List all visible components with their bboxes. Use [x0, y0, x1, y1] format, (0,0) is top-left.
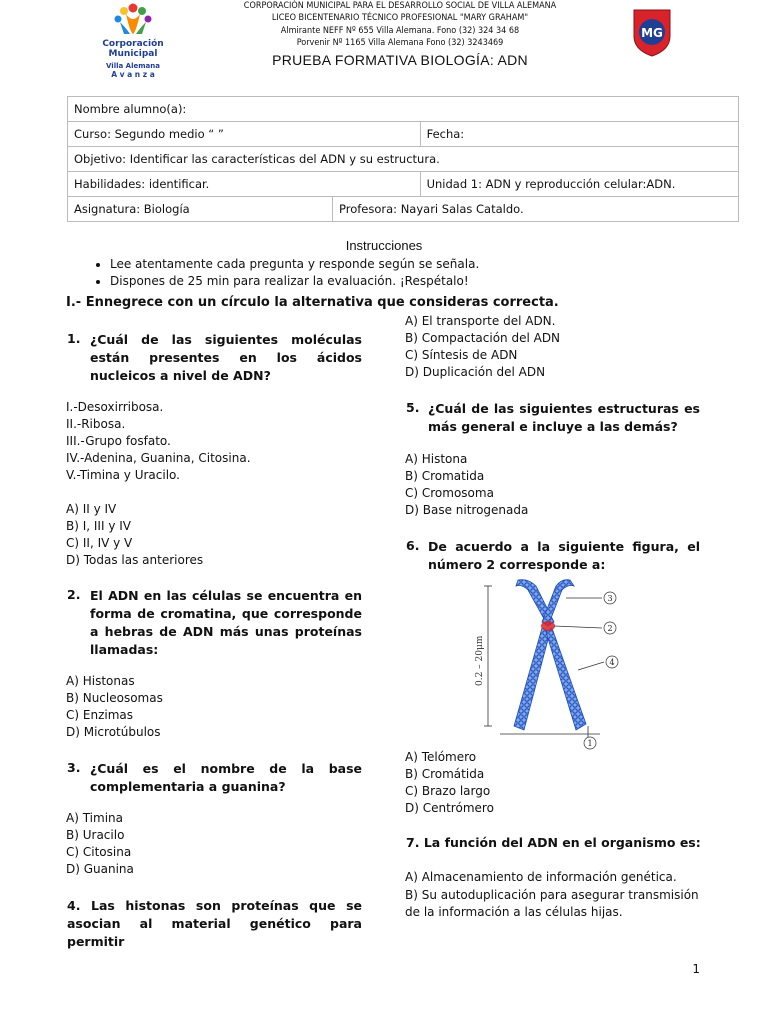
q7-heading — [406, 834, 706, 852]
header-line-4: Porvenir Nº 1165 Villa Alemana Fono (32) 3243469 — [296, 38, 504, 48]
svg-text:4: 4 — [609, 658, 615, 667]
logo-text-line1: Corporación — [102, 39, 164, 49]
liceo-emblem — [630, 6, 674, 58]
header-line-3: Almirante NEFF Nº 655 Villa Alemana. Fono (32) 324 34 68 — [280, 26, 520, 36]
q2-text: El ADN en las células se encuentra en forma de cromatina, que corresponde a hebras de ADN más unas proteínas llamadas: — [90, 588, 362, 657]
q5-option-d[interactable]: D) Base nitrogenada — [405, 503, 529, 517]
q4-option-a[interactable]: A) El transporte del ADN. — [405, 314, 556, 328]
q1-option-b[interactable]: B) I, III y IV — [66, 519, 131, 533]
q2-option-b[interactable]: B) Nucleosomas — [66, 691, 163, 705]
q1-item-3: III.-Grupo fosfato. — [66, 434, 171, 448]
q4-text-body: Las histonas son proteínas que se asocian al material genético para permitir — [67, 898, 362, 949]
instruction-item: • Lee atentamente cada pregunta y responde según se señala. — [110, 256, 479, 273]
figure-label-3 — [604, 592, 616, 604]
q3-text: ¿Cuál es el nombre de la base complementaria a guanina? — [90, 761, 362, 794]
q5-text: ¿Cuál de las siguientes estructuras es más general e incluye a las demás? — [428, 401, 700, 434]
q3-option-a[interactable]: A) Timina — [66, 811, 123, 825]
q3-number: 3. — [67, 760, 81, 775]
q1-option-a[interactable]: A) II y IV — [66, 502, 117, 516]
profesora-cell: Profesora: Nayari Salas Cataldo. — [333, 197, 739, 222]
q1-text: ¿Cuál de las siguientes moléculas están presentes en los ácidos nucleicos a nivel de ADN? — [90, 332, 362, 383]
chromosome-figure — [470, 576, 630, 752]
q2-option-a[interactable]: A) Histonas — [66, 674, 135, 688]
q5-option-c[interactable]: C) Cromosoma — [405, 486, 494, 500]
q4-option-b[interactable]: B) Compactación del ADN — [405, 331, 561, 345]
curso-field[interactable]: Curso: Segundo medio “ ” — [68, 122, 421, 147]
q5-option-a[interactable]: A) Histona — [405, 452, 468, 466]
svg-text:3: 3 — [607, 594, 613, 603]
q5-option-b[interactable]: B) Cromatida — [405, 469, 485, 483]
chromosome-illustration — [470, 576, 630, 752]
q1-item-5: V.-Timina y Uracilo. — [66, 468, 180, 482]
q6-option-a[interactable]: A) Telómero — [405, 750, 477, 764]
figure-label-2 — [604, 622, 616, 634]
instructions-list — [90, 256, 479, 290]
q6-option-c[interactable]: C) Brazo largo — [405, 784, 491, 798]
q4-option-c[interactable]: C) Síntesis de ADN — [405, 348, 518, 362]
q2-option-c[interactable]: C) Enzimas — [66, 708, 133, 722]
svg-text:1: 1 — [587, 739, 593, 748]
q6-option-d[interactable]: D) Centrómero — [405, 801, 494, 815]
q7-option-a[interactable]: A) Almacenamiento de información genética. — [405, 870, 677, 884]
q7-option-b[interactable]: B) Su autoduplicación para asegurar transmisión de la información a las células hijas. — [405, 888, 699, 919]
page-title: PRUEBA FORMATIVA BIOLOGÍA: ADN — [272, 52, 528, 68]
instruction-item: • Dispones de 25 min para realizar la evaluación. ¡Respétalo! — [110, 273, 479, 290]
header-line-2: LICEO BICENTENARIO TÉCNICO PROFESIONAL "MARY GRAHAM" — [271, 13, 529, 23]
q1-item-1: I.-Desoxirribosa. — [66, 400, 164, 414]
q1-item-4: IV.-Adenina, Guanina, Citosina. — [66, 451, 251, 465]
liceo-shield-icon — [630, 6, 674, 58]
q7-number: 7. — [406, 835, 420, 850]
q4-number: 4. — [67, 898, 81, 913]
asignatura-cell: Asignatura: Biología — [68, 197, 333, 222]
q3-option-b[interactable]: B) Uracilo — [66, 828, 125, 842]
svg-text:MG: MG — [641, 26, 663, 40]
habilidades-cell: Habilidades: identificar. — [68, 172, 421, 197]
objetivo-cell: Objetivo: Identificar las características del ADN y su estructura. — [68, 147, 739, 172]
q1-number: 1. — [67, 331, 81, 346]
q6-option-b[interactable]: B) Cromátida — [405, 767, 485, 781]
q4-text — [67, 897, 362, 951]
logo-text-line4: A v a n z a — [111, 70, 155, 79]
figure-label-1 — [584, 737, 596, 749]
q3-option-d[interactable]: D) Guanina — [66, 862, 134, 876]
header-line-1: CORPORACIÓN MUNICIPAL PARA EL DESARROLLO SOCIAL DE VILLA ALEMANA — [243, 1, 557, 11]
q5-number: 5. — [406, 400, 420, 415]
q1-item-2: II.-Ribosa. — [66, 417, 126, 431]
page-number: 1 — [692, 962, 700, 976]
q1-option-d[interactable]: D) Todas las anteriores — [66, 553, 204, 567]
figure-scale-label: 0.2 – 20μm — [475, 635, 485, 686]
unidad-cell: Unidad 1: ADN y reproducción celular:ADN. — [420, 172, 738, 197]
corporacion-logo-icon — [96, 0, 170, 36]
instructions-title: Instrucciones — [345, 238, 423, 253]
svg-text:2: 2 — [607, 624, 613, 633]
q2-number: 2. — [67, 587, 81, 602]
logo-text-line2: Municipal — [108, 49, 158, 59]
logo-text-line3: Villa Alemana — [106, 62, 160, 70]
q6-number: 6. — [406, 538, 420, 553]
section-heading: I.- Ennegrece con un círculo la alternativa que consideras correcta. — [66, 295, 559, 310]
q1-option-c[interactable]: C) II, IV y V — [66, 536, 133, 550]
nombre-field[interactable]: Nombre alumno(a): — [68, 97, 739, 122]
student-info-table — [67, 96, 739, 222]
q6-text: De acuerdo a la siguiente figura, el número 2 corresponde a: — [428, 539, 700, 572]
q7-text: La función del ADN en el organismo es: — [423, 835, 701, 850]
q2-option-d[interactable]: D) Microtúbulos — [66, 725, 161, 739]
q3-option-c[interactable]: C) Citosina — [66, 845, 132, 859]
q4-option-d[interactable]: D) Duplicación del ADN — [405, 365, 546, 379]
fecha-field[interactable]: Fecha: — [420, 122, 738, 147]
corporacion-logo — [96, 0, 170, 78]
figure-label-4 — [606, 656, 618, 668]
